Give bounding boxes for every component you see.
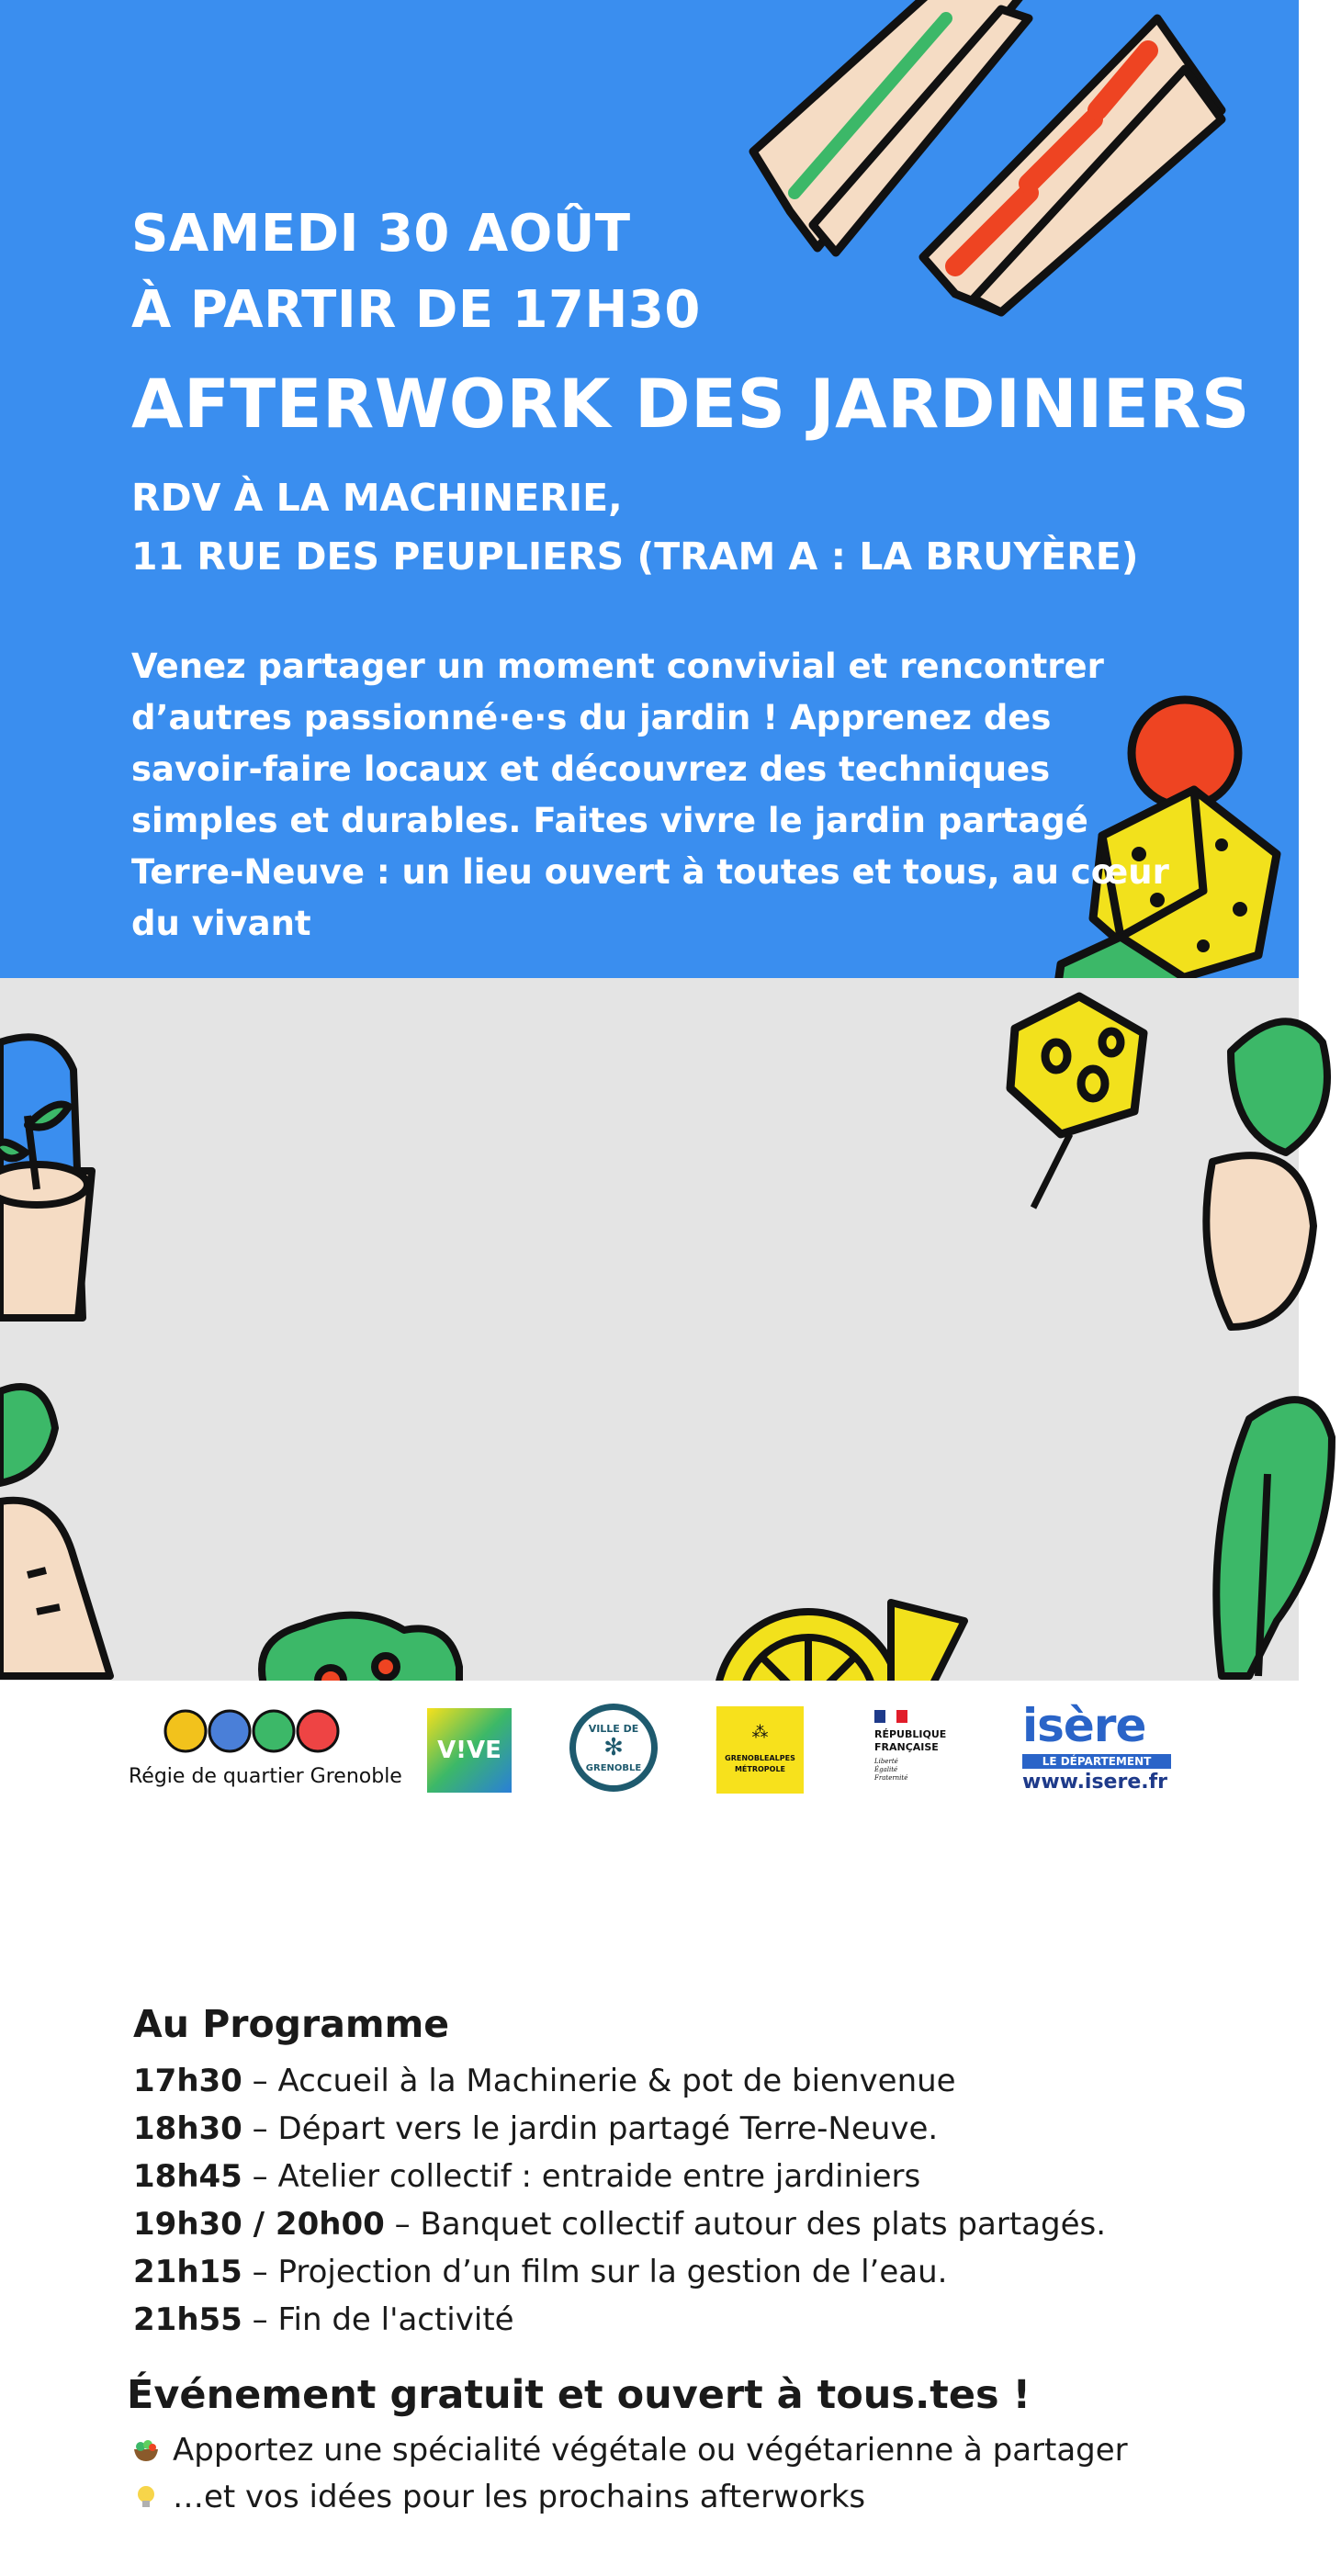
metropole-line-2: MÉTROPOLE	[734, 1765, 786, 1773]
isere-url[interactable]: www.isere.fr	[1022, 1771, 1168, 1794]
event-time: À PARTIR DE 17H30	[131, 280, 701, 340]
event-title: AFTERWORK DES JARDINIERS	[131, 366, 1250, 444]
note-bring-dish	[132, 2432, 1128, 2469]
schedule-text: – Banquet collectif autour des plats partagés.	[384, 2206, 1107, 2243]
vive-text: V!VE	[437, 1737, 501, 1764]
rf-motto-1: Liberté	[874, 1758, 898, 1765]
metropole-logo	[716, 1706, 804, 1794]
isere-logo	[1015, 1699, 1176, 1798]
lightbulb-icon	[132, 2483, 160, 2511]
schedule-item	[133, 2248, 1106, 2296]
isere-name: isère	[1022, 1699, 1146, 1752]
potted-plant-illustration	[0, 1015, 101, 1345]
isere-sub: LE DÉPARTEMENT	[1022, 1754, 1171, 1769]
program-card	[85, 1959, 1194, 2576]
french-flag-icon	[874, 1710, 907, 1723]
venue-line-2: 11 RUE DES PEUPLIERS (TRAM A : LA BRUYÈRE)	[131, 534, 1139, 579]
schedule-text: – Atelier collectif : entraide entre jardiniers	[242, 2158, 921, 2195]
sandwich-illustration	[726, 0, 1240, 331]
republique-logo	[873, 1710, 960, 1793]
schedule-item	[133, 2105, 1106, 2153]
grenoble-top-text: VILLE DE	[588, 1723, 639, 1735]
metropole-line-1: GRENOBLEALPES	[725, 1754, 795, 1762]
schedule-time: 17h30	[133, 2063, 242, 2099]
note-text: …et vos idées pour les prochains afterworks	[173, 2479, 866, 2515]
note-text: Apportez une spécialité végétale ou végétarienne à partager	[173, 2432, 1128, 2469]
rf-motto-2: Égalité	[874, 1766, 898, 1773]
schedule-item	[133, 2200, 1106, 2248]
rf-motto-3: Fraternité	[874, 1774, 908, 1782]
intro-paragraph: Venez partager un moment convivial et rencontrer d’autres passionné·e·s du jardin ! Apprenez des savoir-faire locaux et découvrez des techniques simples et durables. Faites vivre le jardin partagé Terre-Neuve : un lieu ouvert à toutes et tous, au cœur du vivant	[131, 647, 1169, 943]
venue-line-1: RDV À LA MACHINERIE,	[131, 476, 623, 520]
metropole-mark-icon: ⁂	[751, 1723, 769, 1742]
schedule-item	[133, 2057, 1106, 2105]
regie-icons	[163, 1708, 347, 1754]
vive-logo	[427, 1708, 512, 1793]
rf-line-1: RÉPUBLIQUE	[874, 1728, 947, 1740]
schedule-time: 18h30	[133, 2110, 242, 2147]
schedule-text: – Départ vers le jardin partagé Terre-Neuve.	[242, 2110, 939, 2147]
free-event-title: Événement gratuit et ouvert à tous.tes !	[127, 2372, 1031, 2418]
schedule-item	[133, 2153, 1106, 2200]
snowflake-icon: ✻	[603, 1734, 624, 1761]
schedule-text: – Projection d’un film sur la gestion de l’eau.	[242, 2254, 948, 2290]
salad-icon	[132, 2436, 160, 2464]
radish-illustration	[0, 1373, 119, 1676]
partners-footer	[0, 1681, 1299, 1837]
schedule-time: 19h30 / 20h00	[133, 2206, 385, 2243]
cheese-cube-illustration	[1006, 978, 1226, 1208]
schedule-text: – Accueil à la Machinerie & pot de bienvenue	[242, 2063, 956, 2099]
schedule-time: 18h45	[133, 2158, 242, 2195]
regie-name: Régie de quartier Grenoble	[129, 1765, 402, 1788]
grenoble-logo	[569, 1704, 658, 1792]
schedule-time: 21h15	[133, 2254, 242, 2290]
grenoble-bottom-text: GRENOBLE	[585, 1763, 642, 1773]
schedule-list	[133, 2057, 1106, 2344]
program-title: Au Programme	[133, 2002, 450, 2046]
header-section	[0, 0, 1299, 978]
schedule-time: 21h55	[133, 2301, 242, 2338]
regie-logo	[129, 1708, 402, 1809]
schedule-item	[133, 2296, 1106, 2344]
schedule-text: – Fin de l'activité	[242, 2301, 514, 2338]
event-date: SAMEDI 30 AOÛT	[131, 204, 631, 264]
rf-line-2: FRANÇAISE	[874, 1741, 939, 1753]
note-bring-ideas	[132, 2479, 865, 2515]
